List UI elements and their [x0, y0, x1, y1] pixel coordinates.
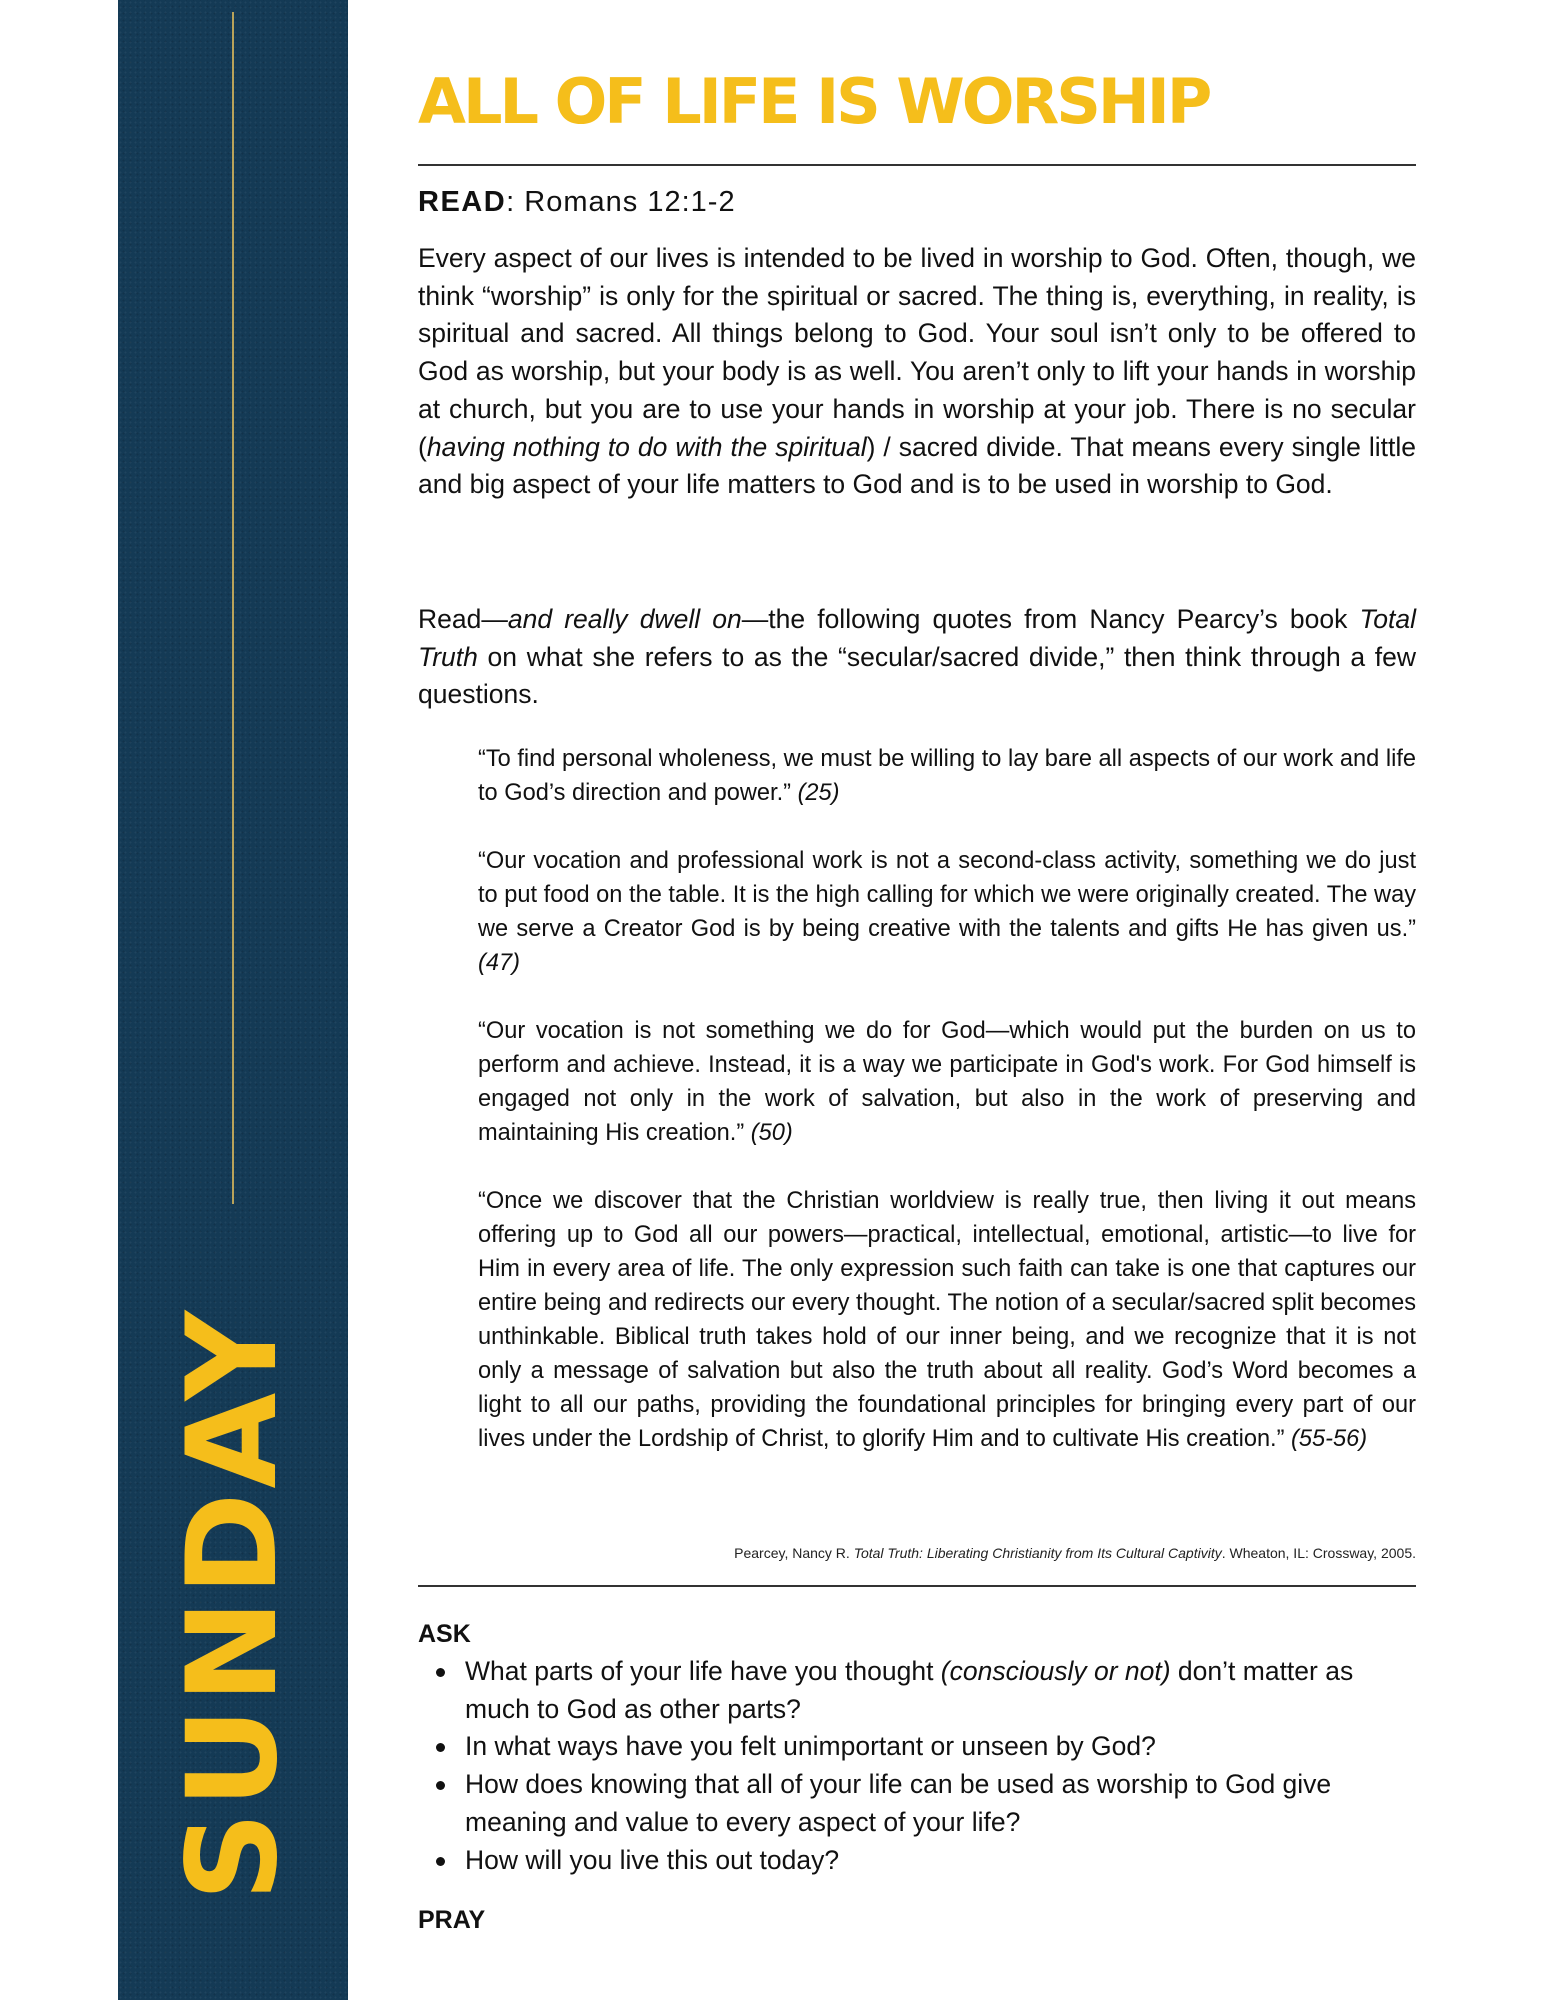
question-text: How does knowing that all of your life can be used as worship to God give meaning and value to every aspect of your life?: [465, 1769, 1332, 1837]
day-label: SUNDAY: [161, 1306, 305, 1902]
scripture-reference: Romans 12:1-2: [524, 186, 736, 218]
intro-italic: having nothing to do with the spiritual: [426, 431, 867, 462]
quote-text: “Our vocation and professional work is not a second-class activity, something we do just to put food on the table. It is the high calling for which we were originally created. The way we serve a Creator God is by being creative with the talents and gifts He has given us.”: [478, 848, 1416, 942]
quotes-intro-paragraph: [418, 601, 1416, 714]
ask-question-1: [418, 1653, 1416, 1728]
quote-3: [478, 1014, 1416, 1150]
citation-publisher: . Wheaton, IL: Crossway, 2005.: [1221, 1545, 1416, 1561]
read-reference: [418, 186, 736, 219]
title-divider: [418, 164, 1416, 166]
question-text-part2: don’t matter as much to God as other parts?: [465, 1656, 1354, 1724]
bullet-icon: [436, 1781, 445, 1790]
book-title: Total Truth: [418, 604, 1416, 672]
question-text: How will you live this out today?: [465, 1844, 840, 1875]
bullet-icon: [436, 1857, 445, 1866]
ask-question-3: [418, 1766, 1416, 1841]
citation: [418, 1545, 1416, 1561]
bullet-icon: [436, 1668, 445, 1677]
ask-heading: ASK: [418, 1620, 471, 1648]
quote-text: “To find personal wholeness, we must be willing to lay bare all aspects of our work and life to God’s direction and power.”: [478, 746, 1416, 806]
question-text: In what ways have you felt unimportant or unseen by God?: [465, 1731, 1156, 1762]
citation-author: Pearcey, Nancy R.: [734, 1545, 854, 1561]
ask-question-2: [418, 1728, 1416, 1766]
bullet-icon: [436, 1743, 445, 1752]
read-label: READ: [418, 186, 507, 218]
question-text-part1: What parts of your life have you thought: [465, 1656, 941, 1686]
sidebar-divider-line: [232, 12, 234, 1204]
quote-page: (25): [797, 780, 840, 806]
citation-book: Total Truth: Liberating Christianity from Its Cultural Captivity: [853, 1545, 1222, 1561]
ask-question-4: [418, 1842, 1416, 1880]
question-italic: (consciously or not): [940, 1656, 1171, 1686]
quote-page: (47): [478, 950, 520, 976]
quotes-intro-part2: —the following quotes from Nancy Pearcy’s book: [741, 604, 1360, 634]
quote-text: “Our vocation is not something we do for God—which would put the burden on us to perform and achieve. Instead, it is a way we participate in God's work. For God himself is engaged not only in the work of salvation, but also in the work of preserving and maintaining His creation.”: [478, 1018, 1416, 1146]
quotes-intro-part1: Read—: [418, 604, 508, 634]
intro-text-part2: ) / sacred divide. That means every single little and big aspect of your life matters to God and is to be used in worship to God.: [418, 431, 1417, 500]
sidebar-panel: [118, 0, 348, 2000]
quote-4: [478, 1184, 1416, 1456]
page-title: ALL OF LIFE IS WORSHIP: [418, 65, 1210, 138]
ask-question-list: [418, 1653, 1416, 1879]
section-divider: [418, 1585, 1416, 1587]
quote-page: (55-56): [1291, 1426, 1368, 1452]
pray-heading: PRAY: [418, 1906, 486, 1934]
quote-1: [478, 742, 1416, 810]
quote-2: [478, 844, 1416, 980]
quotes-intro-italic1: and really dwell on: [507, 604, 742, 634]
quote-page: (50): [750, 1120, 793, 1146]
read-separator: :: [506, 186, 516, 218]
intro-paragraph: [418, 240, 1416, 504]
quote-text: “Once we discover that the Christian worldview is really true, then living it out means offering up to God all our powers—practical, intellectual, emotional, artistic—to live for Him in every area of life. The only expression such faith can take is one that captures our entire being and redirects our every thought. The notion of a secular/sacred split becomes unthinkable. Biblical truth takes hold of our inner being, and we recognize that it is not only a message of salvation but also the truth about all reality. God’s Word becomes a light to all our paths, providing the foundational principles for bringing every part of our lives under the Lordship of Christ, to glorify Him and to cultivate His creation.”: [478, 1188, 1416, 1452]
quotes-intro-part3: on what she refers to as the “secular/sacred divide,” then think through a few questions.: [418, 641, 1416, 710]
intro-text-part1: Every aspect of our lives is intended to be lived in worship to God. Often, though, we think “worship” is only for the spiritual or sacred. The thing is, everything, in reality, is spiritual and sacred. All things belong to God. Your soul isn’t only to be offered to God as worship, but your body is as well. You aren’t only to lift your hands in worship at church, but you are to use your hands in worship at your job. There is no secular (: [418, 243, 1416, 462]
